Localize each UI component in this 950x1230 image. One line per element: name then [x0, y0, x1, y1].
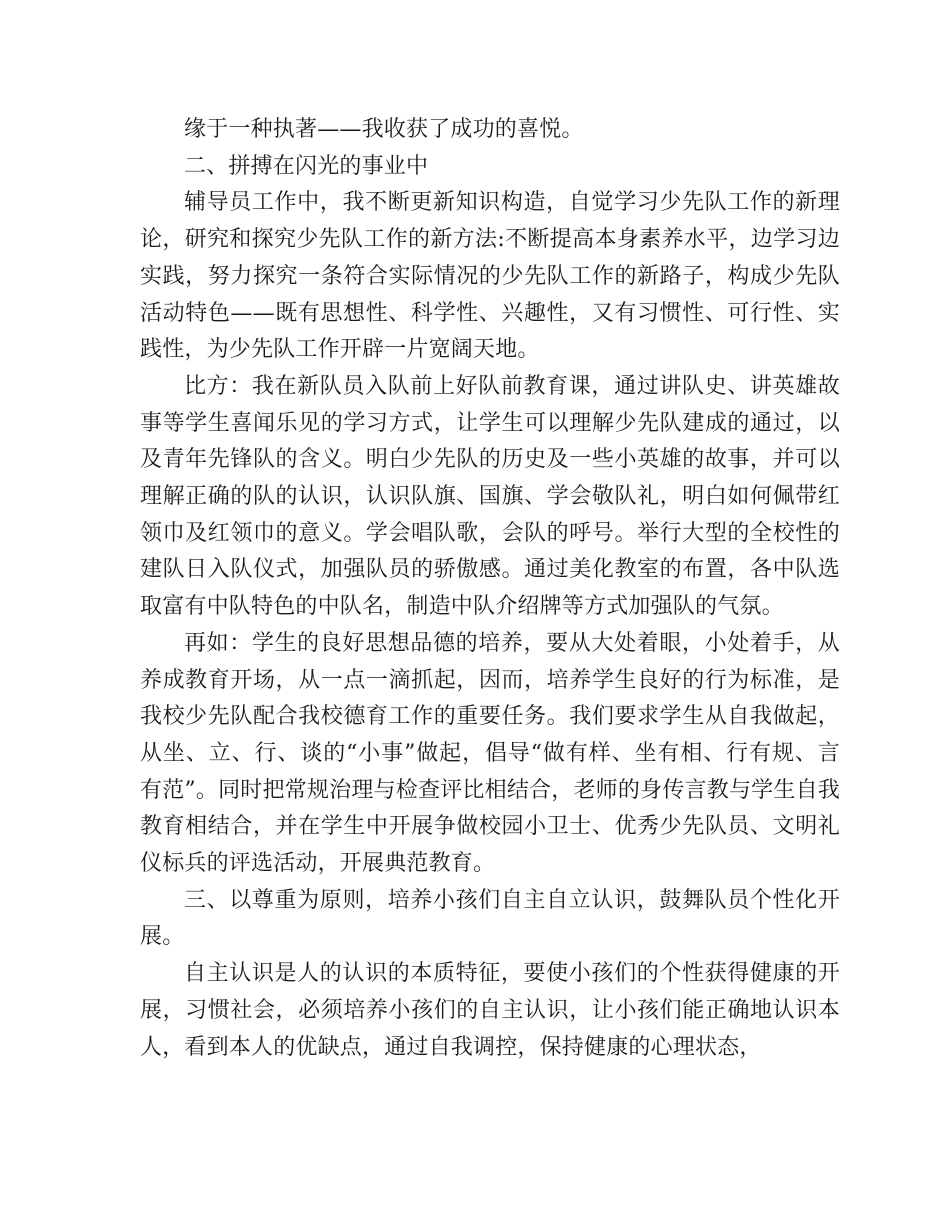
paragraph-3: 辅导员工作中，我不断更新知识构造，自觉学习少先队工作的新理论，研究和探究少先队工作的新方法:不断提高本身素养水平，边学习边实践，努力探究一条符合实际情况的少先队工作的新路子，构成少先队活动特色——既有思想性、科学性、兴趣性，又有习惯性、可行性、实践性，为少先队工作开辟一片宽阔天地。	[140, 190, 840, 363]
paragraph-1: 缘于一种执著——我收获了成功的喜悦。	[184, 117, 584, 142]
paragraph-5: 再如：学生的良好思想品德的培养，要从大处着眼，小处着手，从养成教育开场，从一点一滴抓起，因而，培养学生良好的行为标准，是我校少先队配合我校德育工作的重要任务。我们要求学生从自我做起，从坐、立、行、谈的“小事”做起，倡导“做有样、坐有相、行有规、言有范”。同时把常规治理与检查评比相结合，老师的身传言教与学生自我教育相结合，并在学生中开展争做校园小卫士、优秀少先队员、文明礼仪标兵的评选活动，开展典范教育。	[140, 630, 840, 877]
section-heading-2: 二、拼搏在闪光的事业中	[184, 153, 429, 179]
paragraph-4: 比方：我在新队员入队前上好队前教育课，通过讲队史、讲英雄故事等学生喜闻乐见的学习方式，让学生可以理解少先队建成的通过，以及青年先锋队的含义。明白少先队的历史及一些小英雄的故事，并可以理解正确的队的认识，认识队旗、国旗、学会敬队礼，明白如何佩带红领巾及红领巾的意义。学会唱队歌，会队的呼号。举行大型的全校性的建队日入队仪式，加强队员的骄傲感。通过美化教室的布置，各中队选取富有中队特色的中队名，制造中队介绍牌等方式加强队的气氛。	[140, 373, 840, 620]
section-heading-3: 三、以尊重为原则，培养小孩们自主自立认识，鼓舞队员个性化开展。	[140, 887, 840, 950]
document-body	[140, 112, 840, 1066]
paragraph-7: 自主认识是人的认识的本质特征，要使小孩们的个性获得健康的开展，习惯社会，必须培养小孩们的自主认识，让小孩们能正确地认识本人，看到本人的优缺点，通过自我调控，保持健康的心理状态，	[140, 961, 840, 1060]
